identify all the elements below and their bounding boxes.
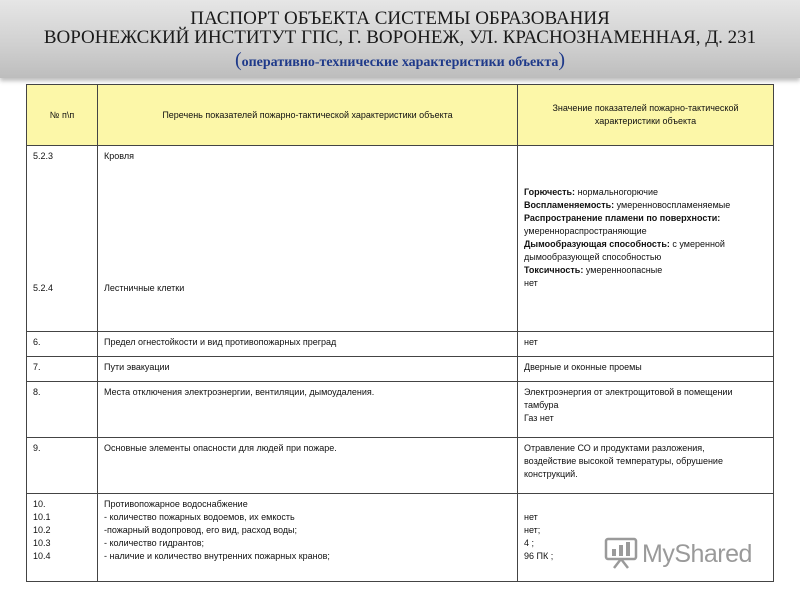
row6-num-1: 10.1 <box>33 512 51 522</box>
flame-spread-label: Распространение пламени по поверхности: <box>524 213 721 223</box>
table-row <box>27 146 774 332</box>
presentation-board-icon <box>604 536 638 570</box>
title-line-1: ПАСПОРТ ОБЪЕКТА СИСТЕМЫ ОБРАЗОВАНИЯ <box>190 8 610 29</box>
toxicity-label: Токсичность: <box>524 265 584 275</box>
row4-value-line-3: Газ нет <box>524 413 554 423</box>
subtitle <box>0 49 800 72</box>
row5-num: 9. <box>27 438 98 494</box>
row5-value-line-3: конструкций. <box>524 469 578 479</box>
row6-name-2: -пожарный водопровод, его вид, расход воды; <box>104 525 297 535</box>
row3-value: Дверные и оконные проемы <box>518 357 774 382</box>
ignitability-value: умеренновоспламеняемые <box>616 200 731 210</box>
row1-name-b: Лестничные клетки <box>104 283 185 293</box>
row5-name: Основные элементы опасности для людей при пожаре. <box>98 438 518 494</box>
row6-num-cell <box>27 494 98 582</box>
flame-spread-value: умереннораспространяющие <box>524 226 647 236</box>
row6-num-0: 10. <box>33 499 46 509</box>
row4-name: Места отключения электроэнергии, вентиляции, дымоудаления. <box>98 382 518 438</box>
row6-name-4: - наличие и количество внутренних пожарных кранов; <box>104 551 330 561</box>
ignitability-label: Воспламеняемость: <box>524 200 615 210</box>
flammability-label: Горючесть: <box>524 187 576 197</box>
row6-value-2: 4 ; <box>524 538 535 548</box>
row4-num: 8. <box>27 382 98 438</box>
row2-name: Предел огнестойкости и вид противопожарных преград <box>98 332 518 357</box>
row5-value-line-1: Отравление СО и продуктами разложения, <box>524 443 705 453</box>
flammability-value: нормальногорючие <box>577 187 659 197</box>
table-header-row <box>27 85 774 146</box>
row6-num-2: 10.2 <box>33 525 51 535</box>
subtitle-open-paren: ( <box>234 49 242 71</box>
table-row <box>27 382 774 438</box>
row6-num-4: 10.4 <box>33 551 51 561</box>
smoke-label: Дымообразующая способность: <box>524 239 670 249</box>
header-name: Перечень показателей пожарно-тактической характеристики объекта <box>98 85 518 146</box>
row5-value-line-2: воздействие высокой температуры, обрушение <box>524 456 723 466</box>
row1-value-cell <box>518 146 774 332</box>
row1-name-cell <box>98 146 518 332</box>
myshared-watermark <box>604 536 774 576</box>
row2-num: 6. <box>27 332 98 357</box>
subtitle-close-paren: ) <box>558 49 566 71</box>
row6-name-cell <box>98 494 518 582</box>
row5-value-cell <box>518 438 774 494</box>
row4-value-line-1: Электроэнергия от электрощитовой в помещении <box>524 387 733 397</box>
row2-value: нет <box>518 332 774 357</box>
row6-name-0: Противопожарное водоснабжение <box>104 499 248 509</box>
table-row <box>27 332 774 357</box>
table-row <box>27 438 774 494</box>
row4-value-line-2: тамбура <box>524 400 559 410</box>
row1-num-b: 5.2.4 <box>33 283 54 293</box>
table-row <box>27 357 774 382</box>
row6-value-1: нет; <box>524 525 541 535</box>
smoke-value-cont: дымообразующей способностью <box>524 252 662 262</box>
row6-value-0: нет <box>524 512 538 522</box>
row6-num-3: 10.3 <box>33 538 51 548</box>
toxicity-value: умеренноопасные <box>585 265 663 275</box>
header-num: № п\п <box>27 85 98 146</box>
title-line-2: ВОРОНЕЖСКИЙ ИНСТИТУТ ГПС, Г. ВОРОНЕЖ, УЛ. КРАСНОЗНАМЕННАЯ, Д. 231 <box>43 27 757 48</box>
title-banner <box>0 0 800 78</box>
row1-num-cell <box>27 146 98 332</box>
row1-num-a: 5.2.3 <box>33 151 54 161</box>
row6-name-1: - количество пожарных водоемов, их емкость <box>104 512 295 522</box>
smoke-value: с умеренной <box>672 239 725 249</box>
header-value: Значение показателей пожарно-тактической характеристики объекта <box>518 85 774 146</box>
row3-name: Пути эвакуации <box>98 357 518 382</box>
row3-num: 7. <box>27 357 98 382</box>
row1-name-a: Кровля <box>104 151 134 161</box>
row6-name-3: - количество гидрантов; <box>104 538 204 548</box>
watermark-text: MyShared <box>642 540 752 568</box>
row4-value-cell <box>518 382 774 438</box>
characteristics-table <box>26 84 774 582</box>
row1-value-none: нет <box>524 278 538 288</box>
row6-value-3: 96 ПК ; <box>524 551 554 561</box>
subtitle-text: оперативно-технические характеристики объекта <box>241 55 559 70</box>
